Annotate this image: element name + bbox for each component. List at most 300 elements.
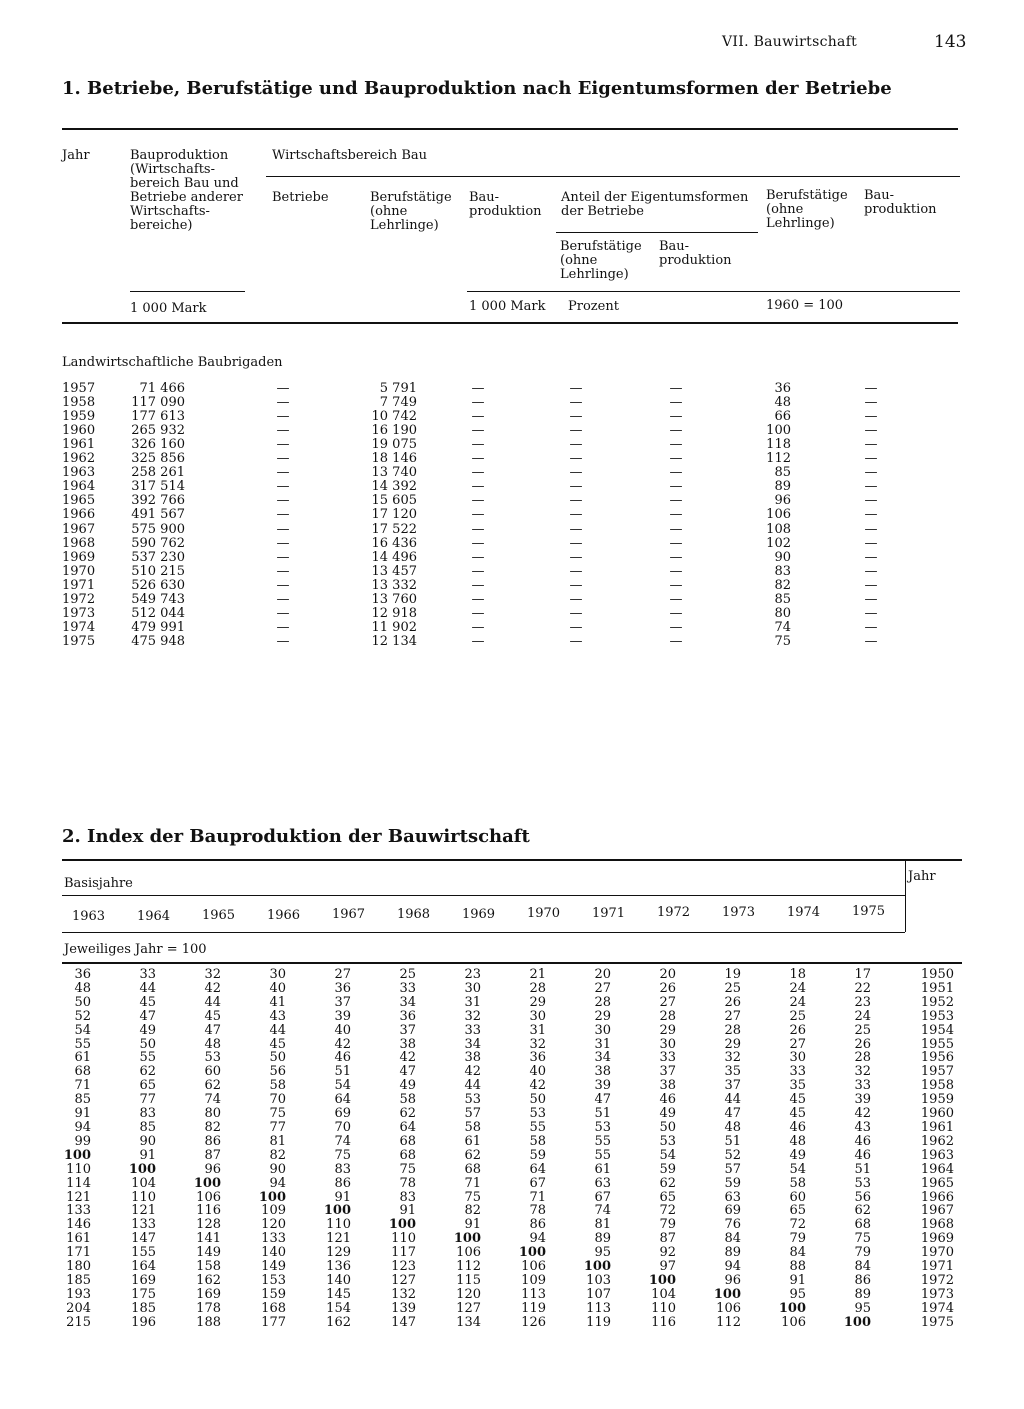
t2-value-cell: 60 bbox=[789, 1189, 806, 1205]
t1-dash-cell: — bbox=[276, 395, 290, 411]
t1-group-rule bbox=[266, 176, 960, 177]
t1-dash-cell: — bbox=[569, 381, 583, 396]
t2-value-cell: 84 bbox=[724, 1231, 741, 1247]
t2-value-cell: 140 bbox=[326, 1272, 351, 1288]
t2-value-cell: 178 bbox=[196, 1300, 221, 1316]
t2-value-cell: 60 bbox=[204, 1064, 221, 1080]
t2-value-cell: 58 bbox=[464, 1119, 481, 1135]
t2-value-cell: 45 bbox=[789, 1106, 806, 1122]
t2-value-cell: 56 bbox=[269, 1064, 286, 1080]
t1-dash-cell: — bbox=[864, 395, 878, 411]
t2-value-cell: 147 bbox=[131, 1231, 156, 1247]
t2-value-cell: 75 bbox=[399, 1161, 416, 1177]
t2-base-year: 1972 bbox=[656, 905, 691, 921]
t1-index-berufst-cell: 83 bbox=[774, 563, 791, 579]
t2-value-cell: 31 bbox=[464, 994, 481, 1010]
t1-dash-cell: — bbox=[864, 605, 878, 621]
t2-value-cell: 171 bbox=[66, 1245, 91, 1261]
t2-value-cell: 44 bbox=[139, 980, 156, 996]
t2-value-cell: 61 bbox=[74, 1050, 91, 1066]
table-row bbox=[58, 1232, 954, 1246]
table-row bbox=[58, 1246, 954, 1260]
t2-value-cell: 45 bbox=[139, 994, 156, 1010]
t2-value-cell: 106 bbox=[521, 1259, 546, 1275]
table-row bbox=[58, 1302, 954, 1316]
t1-head-jahr: Jahr bbox=[62, 148, 90, 163]
t2-value-cell: 26 bbox=[854, 1036, 871, 1052]
table-row bbox=[58, 1163, 954, 1177]
t2-head-jahr: Jahr bbox=[908, 869, 936, 884]
t2-value-cell: 100 bbox=[453, 1231, 481, 1247]
t2-value-cell: 27 bbox=[789, 1036, 806, 1052]
t2-value-cell: 91 bbox=[139, 1147, 156, 1163]
t1-dash-cell: — bbox=[569, 591, 583, 607]
t2-base-year: 1965 bbox=[201, 908, 236, 924]
t2-value-cell: 96 bbox=[204, 1161, 221, 1177]
t1-dash-cell: — bbox=[471, 381, 485, 396]
t1-dash-cell: — bbox=[276, 619, 290, 635]
t1-dash-cell: — bbox=[569, 633, 583, 649]
t2-value-cell: 81 bbox=[269, 1133, 286, 1149]
t1-head-anteil: Anteil der Eigentumsformen der Betriebe bbox=[561, 190, 749, 219]
t1-dash-cell: — bbox=[471, 619, 485, 635]
t2-value-cell: 215 bbox=[66, 1314, 91, 1330]
t1-bauproduktion-cell: 317 514 bbox=[131, 479, 185, 495]
t1-dash-cell: — bbox=[864, 493, 878, 509]
t2-value-cell: 161 bbox=[66, 1231, 91, 1247]
t1-section-label: Landwirtschaftliche Baubrigaden bbox=[62, 355, 283, 370]
t2-value-cell: 27 bbox=[659, 994, 676, 1010]
t2-value-cell: 49 bbox=[399, 1078, 416, 1094]
t2-base-year: 1975 bbox=[851, 904, 886, 920]
t2-value-cell: 119 bbox=[586, 1314, 611, 1330]
t2-value-cell: 28 bbox=[659, 1008, 676, 1024]
t2-base-year: 1964 bbox=[136, 908, 171, 924]
t2-value-cell: 45 bbox=[269, 1036, 286, 1052]
t1-dash-cell: — bbox=[569, 577, 583, 593]
t2-base-year: 1971 bbox=[591, 905, 626, 921]
t2-value-cell: 185 bbox=[131, 1300, 156, 1316]
t1-head-index-bauprod: Bau- produktion bbox=[864, 188, 937, 217]
t1-dash-cell: — bbox=[471, 507, 485, 523]
t2-value-cell: 74 bbox=[204, 1092, 221, 1108]
t1-index-berufst-cell: 75 bbox=[774, 633, 791, 649]
t2-year-cell: 1960 bbox=[920, 1106, 954, 1122]
t2-value-cell: 106 bbox=[781, 1314, 806, 1330]
t2-value-cell: 29 bbox=[594, 1008, 611, 1024]
t2-value-cell: 104 bbox=[651, 1286, 676, 1302]
t2-value-cell: 68 bbox=[464, 1161, 481, 1177]
t2-year-cell: 1950 bbox=[920, 967, 954, 982]
t1-index-berufst-cell: 106 bbox=[766, 507, 791, 523]
t2-value-cell: 75 bbox=[269, 1106, 286, 1122]
t2-value-cell: 75 bbox=[464, 1189, 481, 1205]
t1-head-anteil-berufst: Berufstätige (ohne Lehrlinge) bbox=[560, 239, 642, 282]
table-row bbox=[58, 1010, 954, 1024]
t2-value-cell: 86 bbox=[529, 1217, 546, 1233]
t2-value-cell: 56 bbox=[854, 1189, 871, 1205]
t1-dash-cell: — bbox=[669, 577, 683, 593]
t2-year-cell: 1963 bbox=[920, 1147, 954, 1163]
t1-head-berufstaetige: Berufstätige (ohne Lehrlinge) bbox=[370, 190, 452, 233]
t2-value-cell: 89 bbox=[854, 1286, 871, 1302]
t2-value-cell: 24 bbox=[854, 1008, 871, 1024]
t2-value-cell: 78 bbox=[399, 1175, 416, 1191]
t2-value-cell: 196 bbox=[131, 1314, 156, 1330]
t1-dash-cell: — bbox=[569, 465, 583, 481]
t2-value-cell: 23 bbox=[464, 967, 481, 982]
t2-value-cell: 100 bbox=[193, 1175, 221, 1191]
t2-value-cell: 68 bbox=[74, 1064, 91, 1080]
t1-bauproduktion-cell: 325 856 bbox=[131, 451, 185, 467]
t2-value-cell: 64 bbox=[399, 1119, 416, 1135]
t1-dash-cell: — bbox=[471, 591, 485, 607]
t1-bauproduktion-cell: 549 743 bbox=[131, 591, 185, 607]
t2-year-cell: 1958 bbox=[920, 1078, 954, 1094]
t1-dash-cell: — bbox=[471, 549, 485, 565]
t1-index-berufst-cell: 74 bbox=[774, 619, 791, 635]
t2-base-year: 1968 bbox=[396, 907, 431, 922]
t2-value-cell: 28 bbox=[854, 1050, 871, 1066]
t1-berufstaetige-cell: 12 134 bbox=[371, 633, 417, 649]
t2-value-cell: 89 bbox=[594, 1231, 611, 1247]
t2-value-cell: 51 bbox=[854, 1161, 871, 1177]
t2-value-cell: 177 bbox=[261, 1314, 286, 1330]
t1-year-cell: 1974 bbox=[62, 619, 96, 635]
t1-head-betriebe: Betriebe bbox=[272, 190, 329, 205]
t2-year-cell: 1964 bbox=[920, 1161, 954, 1177]
t2-value-cell: 36 bbox=[399, 1008, 416, 1024]
t2-value-cell: 58 bbox=[269, 1078, 286, 1094]
t2-value-cell: 132 bbox=[391, 1286, 416, 1302]
t2-value-cell: 84 bbox=[854, 1259, 871, 1275]
t2-value-cell: 30 bbox=[594, 1022, 611, 1038]
t1-index-berufst-cell: 89 bbox=[774, 479, 791, 495]
t2-value-cell: 57 bbox=[464, 1106, 481, 1122]
t2-value-cell: 84 bbox=[789, 1245, 806, 1261]
t2-value-cell: 49 bbox=[139, 1022, 156, 1038]
t2-value-cell: 100 bbox=[518, 1245, 546, 1261]
t1-berufstaetige-cell: 13 760 bbox=[371, 591, 417, 607]
t2-value-cell: 27 bbox=[334, 967, 351, 982]
t1-dash-cell: — bbox=[669, 381, 683, 396]
t1-dash-cell: — bbox=[276, 563, 290, 579]
t2-value-cell: 50 bbox=[659, 1119, 676, 1135]
t2-value-cell: 120 bbox=[456, 1286, 481, 1302]
t2-value-cell: 86 bbox=[334, 1175, 351, 1191]
t1-unit-index: 1960 = 100 bbox=[766, 298, 844, 313]
t2-value-cell: 116 bbox=[196, 1203, 221, 1219]
t2-value-cell: 77 bbox=[139, 1092, 156, 1108]
chapter-heading: VII. Bauwirtschaft bbox=[722, 34, 858, 50]
t1-index-berufst-cell: 118 bbox=[766, 437, 791, 453]
t1-bauproduktion-cell: 575 900 bbox=[131, 521, 185, 537]
t1-index-berufst-cell: 82 bbox=[774, 577, 791, 593]
t2-value-cell: 91 bbox=[464, 1217, 481, 1233]
t2-value-cell: 34 bbox=[464, 1036, 481, 1052]
table2-body bbox=[58, 968, 954, 1330]
t2-value-cell: 19 bbox=[724, 967, 741, 982]
t2-value-cell: 46 bbox=[854, 1147, 871, 1163]
t1-year-cell: 1969 bbox=[62, 549, 96, 565]
t1-dash-cell: — bbox=[276, 577, 290, 593]
t1-year-cell: 1959 bbox=[62, 409, 96, 425]
t1-year-cell: 1965 bbox=[62, 493, 96, 509]
t2-value-cell: 126 bbox=[521, 1314, 546, 1330]
t1-dash-cell: — bbox=[471, 493, 485, 509]
table-row bbox=[58, 1218, 954, 1232]
t2-value-cell: 75 bbox=[334, 1147, 351, 1163]
t2-value-cell: 28 bbox=[724, 1022, 741, 1038]
t2-value-cell: 59 bbox=[529, 1147, 546, 1163]
t1-dash-cell: — bbox=[276, 479, 290, 495]
t2-value-cell: 39 bbox=[854, 1092, 871, 1108]
t2-value-cell: 146 bbox=[66, 1217, 91, 1233]
t1-year-cell: 1961 bbox=[62, 437, 96, 453]
t1-unit-prozent: Prozent bbox=[568, 299, 619, 314]
t2-value-cell: 164 bbox=[131, 1259, 156, 1275]
t2-value-cell: 49 bbox=[789, 1147, 806, 1163]
t1-dash-cell: — bbox=[669, 451, 683, 467]
t2-value-cell: 55 bbox=[594, 1133, 611, 1149]
t1-berufstaetige-cell: 12 918 bbox=[371, 605, 417, 621]
t2-value-cell: 149 bbox=[196, 1245, 221, 1261]
t2-value-cell: 145 bbox=[326, 1286, 351, 1302]
t2-value-cell: 129 bbox=[326, 1245, 351, 1261]
t1-bauproduktion-cell: 392 766 bbox=[131, 493, 185, 509]
t1-dash-cell: — bbox=[569, 521, 583, 537]
table-row bbox=[58, 1121, 954, 1135]
t2-value-cell: 68 bbox=[399, 1147, 416, 1163]
t2-base-year: 1967 bbox=[331, 907, 366, 923]
t2-value-cell: 37 bbox=[659, 1064, 676, 1080]
t1-dash-cell: — bbox=[669, 423, 683, 439]
t2-value-cell: 95 bbox=[854, 1300, 871, 1316]
t2-value-cell: 100 bbox=[648, 1272, 676, 1288]
t1-dash-cell: — bbox=[864, 535, 878, 551]
t2-jahr-divider bbox=[905, 861, 906, 932]
t2-value-cell: 81 bbox=[594, 1217, 611, 1233]
t1-head-index-berufst: Berufstätige (ohne Lehrlinge) bbox=[766, 188, 848, 231]
t2-base-year: 1974 bbox=[786, 904, 821, 920]
t2-value-cell: 22 bbox=[854, 980, 871, 996]
t2-value-cell: 62 bbox=[854, 1203, 871, 1219]
t2-value-cell: 50 bbox=[269, 1050, 286, 1066]
t1-dash-cell: — bbox=[569, 549, 583, 565]
t1-dash-cell: — bbox=[864, 465, 878, 481]
t1-dash-cell: — bbox=[864, 437, 878, 453]
t1-dash-cell: — bbox=[669, 521, 683, 537]
t2-value-cell: 72 bbox=[659, 1203, 676, 1219]
t2-years-rule bbox=[62, 932, 905, 933]
t2-value-cell: 31 bbox=[529, 1022, 546, 1038]
t2-value-cell: 25 bbox=[789, 1008, 806, 1024]
t2-value-cell: 25 bbox=[854, 1022, 871, 1038]
t1-year-cell: 1966 bbox=[62, 507, 96, 523]
t1-index-berufst-cell: 85 bbox=[774, 591, 791, 607]
t2-value-cell: 106 bbox=[456, 1245, 481, 1261]
t2-value-cell: 36 bbox=[334, 980, 351, 996]
table-row bbox=[58, 1316, 954, 1330]
t2-value-cell: 25 bbox=[399, 967, 416, 982]
t2-value-cell: 88 bbox=[789, 1259, 806, 1275]
t2-value-cell: 42 bbox=[464, 1064, 481, 1080]
t1-dash-cell: — bbox=[276, 409, 290, 425]
t2-value-cell: 25 bbox=[724, 980, 741, 996]
t2-value-cell: 42 bbox=[529, 1078, 546, 1094]
t2-value-cell: 180 bbox=[66, 1259, 91, 1275]
t2-value-cell: 100 bbox=[713, 1286, 741, 1302]
t1-dash-cell: — bbox=[276, 521, 290, 537]
table-row bbox=[58, 1260, 954, 1274]
t2-value-cell: 23 bbox=[854, 994, 871, 1010]
t2-value-cell: 155 bbox=[131, 1245, 156, 1261]
t1-dash-cell: — bbox=[276, 507, 290, 523]
t2-value-cell: 127 bbox=[456, 1300, 481, 1316]
t2-value-cell: 112 bbox=[456, 1259, 481, 1275]
t2-value-cell: 37 bbox=[334, 994, 351, 1010]
t2-value-cell: 58 bbox=[399, 1092, 416, 1108]
t2-value-cell: 154 bbox=[326, 1300, 351, 1316]
t1-anteil-rule bbox=[556, 232, 758, 233]
t2-value-cell: 86 bbox=[204, 1133, 221, 1149]
t2-value-cell: 100 bbox=[778, 1300, 806, 1316]
t2-value-cell: 89 bbox=[724, 1245, 741, 1261]
t2-value-cell: 204 bbox=[66, 1300, 91, 1316]
t1-dash-cell: — bbox=[569, 395, 583, 411]
t2-year-cell: 1962 bbox=[920, 1133, 954, 1149]
t2-year-cell: 1974 bbox=[920, 1300, 954, 1316]
t1-berufstaetige-cell: 17 120 bbox=[371, 507, 417, 523]
t2-year-cell: 1970 bbox=[920, 1245, 954, 1261]
t1-dash-cell: — bbox=[276, 381, 290, 396]
t2-value-cell: 97 bbox=[659, 1259, 676, 1275]
t2-value-cell: 35 bbox=[789, 1078, 806, 1094]
t2-year-cell: 1966 bbox=[920, 1189, 954, 1205]
t1-head-anteil-bauprod: Bau- produktion bbox=[659, 239, 732, 268]
t1-dash-cell: — bbox=[471, 409, 485, 425]
t2-value-cell: 38 bbox=[464, 1050, 481, 1066]
t1-bauproduktion-cell: 326 160 bbox=[131, 437, 185, 453]
t2-value-cell: 158 bbox=[196, 1259, 221, 1275]
t2-value-cell: 162 bbox=[196, 1272, 221, 1288]
t1-year-cell: 1960 bbox=[62, 423, 96, 439]
t2-value-cell: 50 bbox=[529, 1092, 546, 1108]
t2-value-cell: 48 bbox=[724, 1119, 741, 1135]
t2-value-cell: 63 bbox=[724, 1189, 741, 1205]
t1-berufstaetige-cell: 5 791 bbox=[379, 381, 417, 396]
t1-bauproduktion-cell: 71 466 bbox=[139, 381, 185, 396]
t2-value-cell: 75 bbox=[854, 1231, 871, 1247]
t2-value-cell: 110 bbox=[651, 1300, 676, 1316]
t2-value-cell: 28 bbox=[529, 980, 546, 996]
t1-index-berufst-cell: 48 bbox=[774, 395, 791, 411]
t2-value-cell: 21 bbox=[529, 967, 546, 982]
t1-dash-cell: — bbox=[276, 549, 290, 565]
t2-value-cell: 26 bbox=[724, 994, 741, 1010]
t2-year-cell: 1965 bbox=[920, 1175, 954, 1191]
t2-value-cell: 55 bbox=[139, 1050, 156, 1066]
t1-head-bauproduktion: Bauproduktion (Wirtschafts- bereich Bau und Betriebe anderer Wirtschafts- bereiche) bbox=[130, 148, 243, 233]
t2-value-cell: 65 bbox=[139, 1078, 156, 1094]
t1-dash-cell: — bbox=[569, 451, 583, 467]
t2-value-cell: 29 bbox=[529, 994, 546, 1010]
t2-value-cell: 91 bbox=[789, 1272, 806, 1288]
t2-value-cell: 32 bbox=[464, 1008, 481, 1024]
t1-dash-cell: — bbox=[864, 451, 878, 467]
t2-value-cell: 106 bbox=[716, 1300, 741, 1316]
t1-bauproduktion-cell: 537 230 bbox=[131, 549, 185, 565]
t1-index-berufst-cell: 96 bbox=[774, 493, 791, 509]
t1-dash-cell: — bbox=[471, 479, 485, 495]
t2-value-cell: 159 bbox=[261, 1286, 286, 1302]
t1-index-berufst-cell: 36 bbox=[774, 381, 791, 396]
t2-year-cell: 1955 bbox=[920, 1036, 954, 1052]
t2-value-cell: 33 bbox=[789, 1064, 806, 1080]
t1-dash-cell: — bbox=[471, 451, 485, 467]
t2-value-cell: 162 bbox=[326, 1314, 351, 1330]
t2-value-cell: 39 bbox=[334, 1008, 351, 1024]
t2-value-cell: 52 bbox=[74, 1008, 91, 1024]
t1-head-bauprod: Bau- produktion bbox=[469, 190, 542, 219]
t2-value-cell: 91 bbox=[74, 1106, 91, 1122]
t2-value-cell: 85 bbox=[139, 1119, 156, 1135]
t2-value-cell: 123 bbox=[391, 1259, 416, 1275]
t2-value-cell: 133 bbox=[131, 1217, 156, 1233]
t1-berufstaetige-cell: 16 436 bbox=[371, 535, 417, 551]
t2-value-cell: 133 bbox=[66, 1203, 91, 1219]
t2-value-cell: 58 bbox=[789, 1175, 806, 1191]
t2-value-cell: 70 bbox=[269, 1092, 286, 1108]
t2-value-cell: 51 bbox=[724, 1133, 741, 1149]
t2-value-cell: 61 bbox=[464, 1133, 481, 1149]
t2-value-cell: 30 bbox=[464, 980, 481, 996]
t2-value-cell: 43 bbox=[854, 1119, 871, 1135]
t1-dash-cell: — bbox=[669, 563, 683, 579]
t1-dash-cell: — bbox=[569, 437, 583, 453]
t1-index-berufst-cell: 112 bbox=[766, 451, 791, 467]
t1-year-cell: 1973 bbox=[62, 605, 96, 621]
t1-dash-cell: — bbox=[669, 619, 683, 635]
table-row bbox=[58, 982, 954, 996]
t2-value-cell: 62 bbox=[139, 1064, 156, 1080]
t2-value-cell: 52 bbox=[724, 1147, 741, 1163]
t2-value-cell: 80 bbox=[204, 1106, 221, 1122]
t2-value-cell: 95 bbox=[789, 1286, 806, 1302]
t2-value-cell: 62 bbox=[399, 1106, 416, 1122]
t2-value-cell: 169 bbox=[196, 1286, 221, 1302]
t1-dash-cell: — bbox=[864, 619, 878, 635]
t2-value-cell: 94 bbox=[74, 1119, 91, 1135]
t2-value-cell: 32 bbox=[204, 967, 221, 982]
t2-value-cell: 46 bbox=[789, 1119, 806, 1135]
t2-value-cell: 30 bbox=[789, 1050, 806, 1066]
t1-dash-cell: — bbox=[569, 409, 583, 425]
t2-value-cell: 46 bbox=[659, 1092, 676, 1108]
t2-value-cell: 44 bbox=[204, 994, 221, 1010]
t2-value-cell: 33 bbox=[659, 1050, 676, 1066]
t2-value-cell: 53 bbox=[659, 1133, 676, 1149]
t2-value-cell: 114 bbox=[66, 1175, 91, 1191]
t1-dash-cell: — bbox=[276, 465, 290, 481]
table1-top-rule bbox=[62, 128, 958, 130]
t1-dash-cell: — bbox=[669, 633, 683, 649]
t2-value-cell: 55 bbox=[594, 1147, 611, 1163]
t2-value-cell: 90 bbox=[269, 1161, 286, 1177]
t1-index-berufst-cell: 100 bbox=[766, 423, 791, 439]
t1-dash-cell: — bbox=[669, 395, 683, 411]
t1-dash-cell: — bbox=[669, 437, 683, 453]
